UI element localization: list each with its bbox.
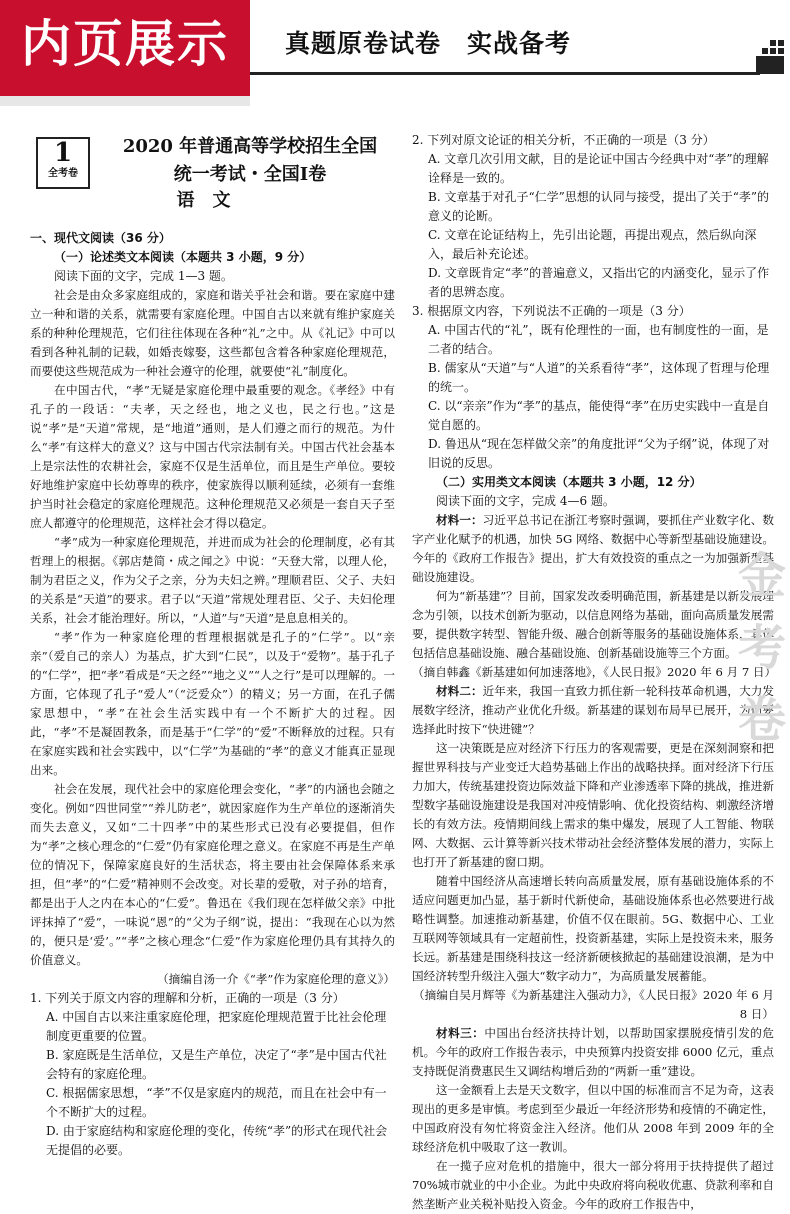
- question-option: B. 文章基于对孔子“仁学”思想的认同与接受，提出了关于“孝”的意义的论断。: [428, 190, 769, 223]
- subsection-heading: （二）实用类文本阅读（本题共 3 小题，12 分）: [436, 475, 702, 489]
- question-option: C. 根据儒家思想，“孝”不仅是家庭内的规范，而且在社会中有一个不断扩大的过程。: [46, 1086, 387, 1119]
- question-stem: 3. 根据原文内容，下列说法不正确的一项是（3 分）: [412, 304, 691, 318]
- material-paragraph: [412, 1024, 774, 1081]
- material-source: （摘自韩鑫《新基建如何加速落地》，《人民日报》2020 年 6 月 7 日）: [412, 665, 777, 679]
- material-paragraph: [412, 511, 774, 587]
- exam-number-badge: [36, 137, 90, 189]
- material-text: 中国出台经济扶持计划，以帮助国家摆脱疫情引发的危机。今年的政府工作报告表示，中央预算内投资安排 6000 亿元，重点支持既促消费惠民生又调结构增后劲的“两新一重”建设。: [412, 1026, 774, 1078]
- section-heading: 一、现代文阅读（36 分）: [30, 231, 171, 245]
- passage-paragraph: “孝”作为一种家庭伦理的哲理根据就是孔子的“仁学”。以“亲亲”（爱自己的亲人）为基点，扩大到“仁民”，以及于“爱物”。基于孔子的“仁学”，把“孝”看成是“天之经”“地之义”“人之行”是可以理解的。一方面，它体现了孔子“爱人”（“泛爱众”）的精义；另一方面，在孔子儒家思想中，“孝”在社会生活实践中有一个不断扩大的过程。因此，“孝”不是凝固教条，而是基于“仁学”的“爱”不断释放的过程。只有在家庭实践和社会实践中，以“仁学”为基础的“孝”的意义才能真正显现出来。: [30, 630, 395, 777]
- question-option: A. 中国自古以来注重家庭伦理，把家庭伦理规范置于比社会伦理制度更重要的位置。: [46, 1010, 387, 1043]
- exam-title: [105, 133, 395, 189]
- question-option: A. 文章几次引用文献，目的是论证中国古今经典中对“孝”的理解诠释是一致的。: [428, 152, 769, 185]
- question-option: B. 家庭既是生活单位，又是生产单位，决定了“孝”是中国古代社会特有的家庭伦理。: [46, 1048, 387, 1081]
- corner-decoration-icon: [756, 40, 786, 76]
- question-option: C. 文章在论证结构上，先引出论题，再提出观点，然后纵向深入，最后补充论述。: [428, 228, 757, 261]
- question-option: C. 以“亲亲”作为“孝”的基点，能使得“孝”在历史实践中一直是自觉自愿的。: [428, 399, 770, 432]
- right-column: [412, 131, 777, 1214]
- material-text: 近年来，我国一直致力抓住新一轮科技革命机遇，大力发展数字经济，推动产业优化升级。新基建的谋划布局早已展开，为何要选择此时按下“快进键”？: [412, 684, 774, 736]
- question-option: B. 儒家从“天道”与“人道”的关系看待“孝”，这体现了哲理与伦理的统一。: [428, 361, 770, 394]
- passage-source: （摘编自汤一介《“孝”作为家庭伦理的意义》）: [157, 972, 395, 986]
- passage-paragraph: 在中国古代，“孝”无疑是家庭伦理中最重要的观念。《孝经》中有孔子的一段话：“夫孝，天之经也，地之义也，民之行也。”这是说“孝”是“天道”常规，是“地道”通则，是人们遵之而行的规范。为什么“孝”有这样大的意义？这与中国古代宗法制有关。中国古代社会基本上是宗法性的农耕社会，家庭不仅是生活单位，而且是生产单位。要较好地维护家庭中长幼尊卑的秩序，使家族得以顺利延续，必须有一套维护当时社会稳定的家庭伦理规范。这种伦理规范又必须是一套自天子至庶人都遵守的伦理规范，这样社会才得以稳定。: [30, 383, 395, 530]
- header-banner: [0, 0, 250, 96]
- exam-title-line1: 2020 年普通高等学校招生全国: [122, 136, 378, 157]
- material-label: 材料三：: [436, 1026, 485, 1040]
- material-label: 材料一：: [436, 513, 483, 527]
- reading-instruction: 阅读下面的文字，完成 4—6 题。: [436, 494, 615, 508]
- question-option: D. 由于家庭结构和家庭伦理的变化，传统“孝”的形式在现代社会无提倡的必要。: [46, 1124, 388, 1157]
- question-option: D. 鲁迅从“现在怎样做父亲”的角度批评“父为子纲”说，体现了对旧说的反思。: [428, 437, 770, 470]
- material-source: （摘编自吴月辉等《为新基建注入强动力》，《人民日报》2020 年 6 月 8 日）: [413, 988, 774, 1021]
- header-divider: [250, 72, 760, 75]
- header-slogan: 真题原卷试卷 实战备考: [285, 29, 572, 58]
- material-text: 习近平总书记在浙江考察时强调，要抓住产业数字化、数字产业化赋予的机遇，加快 5G 网络、数据中心等新型基础设施建设。今年的《政府工作报告》提出，扩大有效投资的重点之一为加强新型基础设施建设。: [412, 513, 774, 584]
- material-paragraph: 这一金额看上去是天文数字，但以中国的标准而言不足为奇，这表现出的更多是审慎。考虑到至少最近一年经济形势和疫情的不确定性，中国政府没有匆忙将资金注入经济。他们从 2008 年到 2009 年的全球经济危机中吸取了这一教训。: [412, 1083, 774, 1154]
- exam-number: 1: [53, 138, 73, 168]
- material-paragraph: 在一揽子应对危机的措施中，很大一部分将用于扶持提供了超过 70%城市就业的中小企业。为此中央政府将向税收优惠、贷款利率和自然垄断产业关税补贴投入资金。今年的政府工作报告中，: [412, 1159, 774, 1211]
- question-option: A. 中国古代的“礼”，既有伦理性的一面，也有制度性的一面，是二者的结合。: [428, 323, 769, 356]
- exam-number-label: 全考卷: [48, 168, 78, 179]
- banner-title: 内页展示: [21, 15, 229, 73]
- material-paragraph: 何为“新基建”？目前，国家发改委明确范围，新基建是以新发展理念为引领，以技术创新为驱动，以信息网络为基础，面向高质量发展需要，提供数字转型、智能升级、融合创新等服务的基础设施体系，具体包括信息基础设施、融合基础设施、创新基础设施等三个方面。: [412, 589, 774, 660]
- exam-subject: 语文: [176, 190, 249, 211]
- left-column: [30, 131, 395, 1160]
- exam-header: [30, 131, 395, 229]
- question-stem: 1. 下列关于原文内容的理解和分析，正确的一项是（3 分）: [30, 991, 345, 1005]
- exam-title-line2: 统一考试・全国Ⅰ卷: [173, 164, 327, 185]
- watermark: 金考卷: [738, 548, 787, 748]
- passage-paragraph: 社会是由众多家庭组成的，家庭和谐关乎社会和谐。要在家庭中建立一种和谐的关系，就需要有家庭伦理。中国自古以来就有维护家庭关系的种种伦理规范，它们往往体现在各种“礼”之中。从《礼记》中可以看到各种礼制的记载，如婚丧嫁娶，这些都包含着各种家庭伦理规范，而要使这些规范成为一种社会遵守的伦理，就要使“礼”制度化。: [30, 288, 395, 378]
- reading-instruction: 阅读下面的文字，完成 1—3 题。: [54, 269, 233, 283]
- subsection-heading: （一）论述类文本阅读（本题共 3 小题，9 分）: [54, 250, 312, 264]
- material-paragraph: 这一决策既是应对经济下行压力的客观需要，更是在深刻洞察和把握世界科技与产业变迁大趋势基础上作出的战略抉择。面对经济下行压力加大，传统基建投资边际效益下降和产业渗透率下降的挑战，推进新型数字基础设施建设是我国对冲疫情影响、优化投资结构、刺激经济增长的有效方法。疫情期间线上需求的集中爆发，展现了人工智能、物联网、大数据、云计算等新兴技术带动社会经济整体发展的潜力，实际上也打开了新基建的窗口期。: [412, 741, 774, 869]
- material-label: 材料二：: [436, 684, 483, 698]
- question-stem: 2. 下列对原文论证的相关分析，不正确的一项是（3 分）: [412, 133, 715, 147]
- material-paragraph: [412, 682, 774, 739]
- material-paragraph: 随着中国经济从高速增长转向高质量发展，原有基础设施体系的不适应问题更加凸显，基于新时代新使命，基础设施体系也必然要进行战略性调整。加速推动新基建，价值不仅在眼前。5G、数据中心、工业互联网等领域具有一定超前性，投资新基建，实际上是投资未来，服务长远。新基建是围绕科技这一经济新硬核掀起的基础建设浪潮，是为中国经济转型升级注入强大“数字动力”，为高质量发展蓄能。: [412, 874, 774, 983]
- passage-paragraph: “孝”成为一种家庭伦理规范，并进而成为社会的伦理制度，必有其哲理上的根据。《郭店楚简・成之闻之》中说：“天登大常，以理人伦，制为君臣之义，作为父子之亲，分为夫妇之辨。”理顺君臣、父子、夫妇的关系是“天道”的要求。君子以“天道”常规处理君臣、父子、夫妇伦理关系，社会才能治理好。所以，“人道”与“天道”是息息相关的。: [30, 535, 395, 625]
- passage-paragraph: 社会在发展，现代社会中的家庭伦理会变化，“孝”的内涵也会随之变化。例如“四世同堂”“养儿防老”，就因家庭作为生产单位的逐渐消失而失去意义，又如“二十四孝”中的某些形式已没有必要提倡，但作为“孝”之核心理念的“仁爱”仍有家庭伦理之意义。在家庭不再是生产单位的情况下，保障家庭良好的生活状态，将主要由社会保障体系来承担，但“孝”的“仁爱”精神则不会改变。对长辈的爱敬，对子孙的培育，都是出于人之内在本心的“仁爱”。鲁迅在《我们现在怎样做父亲》中批评抹掉了“爱”，一味说“恩”的“父为子纲”说，提出：“我现在心以为然的，便只是‘爱’。”“孝”之核心理念“仁爱”作为家庭伦理仍具有其持久的价值意义。: [30, 782, 395, 967]
- question-option: D. 文章既肯定“孝”的普遍意义，又指出它的内涵变化，显示了作者的思辨态度。: [428, 266, 770, 299]
